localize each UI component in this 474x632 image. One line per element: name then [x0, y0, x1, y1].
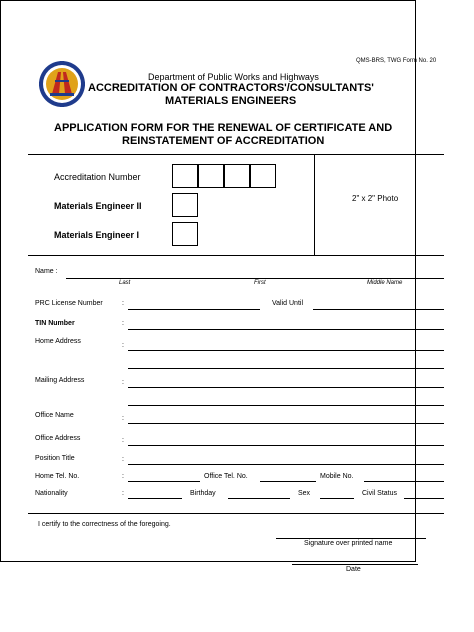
nationality-label: Nationality — [35, 490, 68, 497]
office-name-label: Office Name — [35, 412, 74, 419]
valid-until-label: Valid Until — [272, 300, 303, 307]
mobile-line[interactable] — [364, 481, 444, 482]
certification-statement: I certify to the correctness of the foregoing. — [38, 521, 171, 528]
home-address-colon: : — [122, 342, 124, 349]
position-title-label: Position Title — [35, 455, 75, 462]
valid-until-line[interactable] — [313, 309, 444, 310]
name-last-caption: Last — [119, 280, 131, 286]
accreditation-number-box-3[interactable] — [224, 164, 250, 188]
civil-status-label: Civil Status — [362, 490, 398, 497]
office-address-line-1[interactable] — [128, 445, 444, 446]
sex-line[interactable] — [320, 498, 354, 499]
signature-line[interactable] — [276, 538, 426, 539]
civil-status-line[interactable] — [404, 498, 444, 499]
materials-engineer-1-label: Materials Engineer I — [54, 230, 140, 240]
dpwh-logo-icon — [38, 60, 86, 108]
accreditation-number-label: Accreditation Number — [54, 172, 141, 182]
materials-engineer-2-label: Materials Engineer II — [54, 201, 142, 211]
home-tel-label: Home Tel. No. — [35, 473, 80, 480]
office-tel-line[interactable] — [260, 481, 316, 482]
header-title-line1: ACCREDITATION OF CONTRACTORS'/CONSULTANTS' — [88, 82, 374, 94]
department-name: Department of Public Works and Highways — [148, 72, 319, 82]
signature-label: Signature over printed name — [304, 540, 393, 547]
office-name-line[interactable] — [128, 423, 444, 424]
prc-colon: : — [122, 300, 124, 307]
materials-engineer-2-checkbox[interactable] — [172, 193, 198, 217]
prc-license-label: PRC License Number — [35, 300, 103, 307]
nationality-colon: : — [122, 490, 124, 497]
name-line[interactable] — [66, 278, 444, 279]
materials-engineer-1-checkbox[interactable] — [172, 222, 198, 246]
section-divider-bottom — [28, 255, 444, 256]
tin-colon: : — [122, 320, 124, 327]
sex-label: Sex — [298, 490, 311, 497]
form-code: QMS-BRS, TWG Form No. 20 — [356, 58, 437, 64]
position-title-colon: : — [122, 456, 124, 463]
office-address-colon: : — [122, 437, 124, 444]
accreditation-number-box-2[interactable] — [198, 164, 224, 188]
prc-license-line[interactable] — [128, 309, 260, 310]
name-label: Name : — [35, 268, 58, 275]
home-address-line-2[interactable] — [128, 368, 444, 369]
mailing-address-line-1[interactable] — [128, 387, 444, 388]
home-address-line-1[interactable] — [128, 350, 444, 351]
application-title-line2: REINSTATEMENT OF ACCREDITATION — [122, 135, 325, 147]
section-divider-top — [28, 154, 444, 155]
accreditation-number-box-1[interactable] — [172, 164, 198, 188]
tin-number-label: TIN Number — [35, 320, 75, 327]
header-title-line2: MATERIALS ENGINEERS — [165, 95, 297, 107]
mailing-address-colon: : — [122, 379, 124, 386]
home-tel-line[interactable] — [128, 481, 200, 482]
date-label: Date — [346, 566, 361, 573]
mailing-address-label: Mailing Address — [35, 377, 85, 384]
home-tel-colon: : — [122, 473, 124, 480]
birthday-label: Birthday — [190, 490, 216, 497]
accreditation-number-box-4[interactable] — [250, 164, 276, 188]
office-name-colon: : — [122, 415, 124, 422]
birthday-line[interactable] — [228, 498, 290, 499]
name-middle-caption: Middle Name — [367, 280, 403, 286]
application-title-line1: APPLICATION FORM FOR THE RENEWAL OF CERTIFICATE AND — [54, 122, 393, 134]
office-tel-label: Office Tel. No. — [204, 473, 248, 480]
office-address-label: Office Address — [35, 435, 81, 442]
position-title-line[interactable] — [128, 464, 444, 465]
mailing-address-line-2[interactable] — [128, 405, 444, 406]
name-first-caption: First — [254, 280, 266, 286]
date-line[interactable] — [292, 564, 418, 565]
photo-placeholder-label: 2" x 2" Photo — [352, 194, 399, 203]
home-address-label: Home Address — [35, 338, 81, 345]
nationality-line[interactable] — [128, 498, 182, 499]
mobile-label: Mobile No. — [320, 473, 354, 480]
certification-divider — [28, 513, 444, 514]
photo-divider — [314, 154, 315, 255]
tin-number-line[interactable] — [128, 329, 444, 330]
